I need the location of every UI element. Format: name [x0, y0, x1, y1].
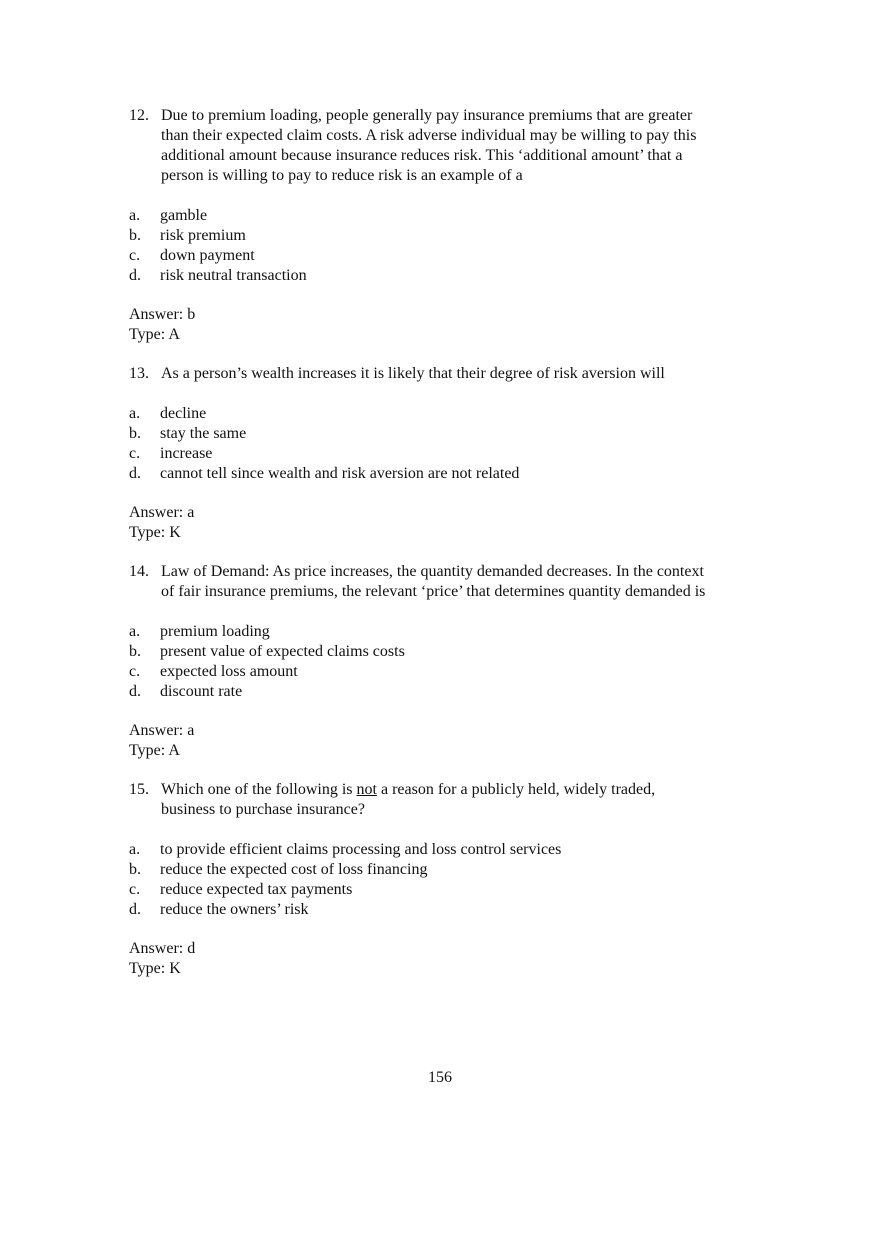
- question-line: [161, 780, 769, 800]
- underlined-word: not: [356, 781, 377, 798]
- answer-line: Answer: a: [129, 504, 195, 521]
- option-text: down payment: [160, 247, 255, 264]
- option-letter: b.: [129, 227, 141, 244]
- option-c: [129, 246, 769, 266]
- option-text: decline: [160, 405, 207, 422]
- option-text: reduce the expected cost of loss financing: [160, 861, 428, 878]
- option-text: reduce the owners’ risk: [160, 901, 309, 918]
- option-text: cannot tell since wealth and risk aversion are not related: [160, 465, 520, 482]
- option-a: [129, 622, 769, 642]
- question-text: [161, 562, 769, 602]
- question-line: additional amount because insurance reduces risk. This ‘additional amount’ that a: [161, 147, 683, 164]
- option-letter: d.: [129, 901, 141, 918]
- option-letter: c.: [129, 247, 141, 264]
- option-c: [129, 444, 769, 464]
- option-d: [129, 682, 769, 702]
- question-line: than their expected claim costs. A risk adverse individual may be willing to pay this: [161, 127, 697, 144]
- option-letter: b.: [129, 861, 141, 878]
- question-line: business to purchase insurance?: [161, 801, 365, 818]
- question-14: [129, 562, 769, 761]
- option-letter: c.: [129, 881, 141, 898]
- option-text: expected loss amount: [160, 663, 298, 680]
- option-c: [129, 880, 769, 900]
- answer-line: Answer: b: [129, 306, 196, 323]
- answer-block: [129, 305, 769, 345]
- answer-block: [129, 939, 769, 979]
- answer-block: [129, 721, 769, 761]
- option-a: [129, 206, 769, 226]
- page-number: 156: [428, 1069, 452, 1086]
- question-13: [129, 364, 769, 543]
- question-text-segment: a reason for a publicly held, widely traded,: [376, 781, 656, 798]
- option-letter: a.: [129, 405, 141, 422]
- option-a: [129, 404, 769, 424]
- question-number: 14.: [129, 563, 149, 580]
- options-list: [129, 206, 769, 286]
- answer-line: Answer: a: [129, 722, 195, 739]
- option-letter: b.: [129, 643, 141, 660]
- option-b: [129, 642, 769, 662]
- options-list: [129, 404, 769, 484]
- option-text: present value of expected claims costs: [160, 643, 405, 660]
- type-line: Type: A: [129, 742, 180, 759]
- option-a: [129, 840, 769, 860]
- option-letter: a.: [129, 841, 141, 858]
- option-text: reduce expected tax payments: [160, 881, 353, 898]
- answer-block: [129, 503, 769, 543]
- question-number: 12.: [129, 107, 149, 124]
- option-letter: c.: [129, 663, 141, 680]
- option-text: to provide efficient claims processing and loss control services: [160, 841, 562, 858]
- option-text: risk neutral transaction: [160, 267, 307, 284]
- question-15: [129, 780, 769, 979]
- question-line: person is willing to pay to reduce risk is an example of a: [161, 167, 523, 184]
- option-b: [129, 226, 769, 246]
- question-stem: [129, 562, 769, 602]
- question-line: Due to premium loading, people generally pay insurance premiums that are greater: [161, 107, 693, 124]
- option-letter: d.: [129, 267, 141, 284]
- option-text: discount rate: [160, 683, 243, 700]
- question-stem: [129, 106, 769, 186]
- question-text: [161, 364, 769, 384]
- option-text: risk premium: [160, 227, 246, 244]
- option-letter: d.: [129, 465, 141, 482]
- question-line: of fair insurance premiums, the relevant ‘price’ that determines quantity demanded is: [161, 583, 706, 600]
- type-line: Type: K: [129, 960, 181, 977]
- question-number: 13.: [129, 365, 149, 382]
- options-list: [129, 840, 769, 920]
- option-d: [129, 464, 769, 484]
- option-text: premium loading: [160, 623, 270, 640]
- answer-line: Answer: d: [129, 940, 196, 957]
- option-c: [129, 662, 769, 682]
- option-letter: b.: [129, 425, 141, 442]
- question-line: Law of Demand: As price increases, the quantity demanded decreases. In the context: [161, 563, 704, 580]
- question-stem: [129, 364, 769, 384]
- question-12: [129, 106, 769, 345]
- option-letter: c.: [129, 445, 141, 462]
- question-text-segment: Which one of the following is: [161, 781, 357, 798]
- option-letter: a.: [129, 207, 141, 224]
- option-d: [129, 266, 769, 286]
- question-text: [161, 780, 769, 820]
- option-text: gamble: [160, 207, 208, 224]
- option-d: [129, 900, 769, 920]
- option-text: stay the same: [160, 425, 247, 442]
- type-line: Type: A: [129, 326, 180, 343]
- question-number: 15.: [129, 781, 149, 798]
- option-text: increase: [160, 445, 213, 462]
- question-stem: [129, 780, 769, 820]
- option-letter: a.: [129, 623, 141, 640]
- question-line: As a person’s wealth increases it is likely that their degree of risk aversion will: [161, 365, 665, 382]
- options-list: [129, 622, 769, 702]
- question-text: [161, 106, 769, 186]
- option-b: [129, 860, 769, 880]
- option-b: [129, 424, 769, 444]
- type-line: Type: K: [129, 524, 181, 541]
- option-letter: d.: [129, 683, 141, 700]
